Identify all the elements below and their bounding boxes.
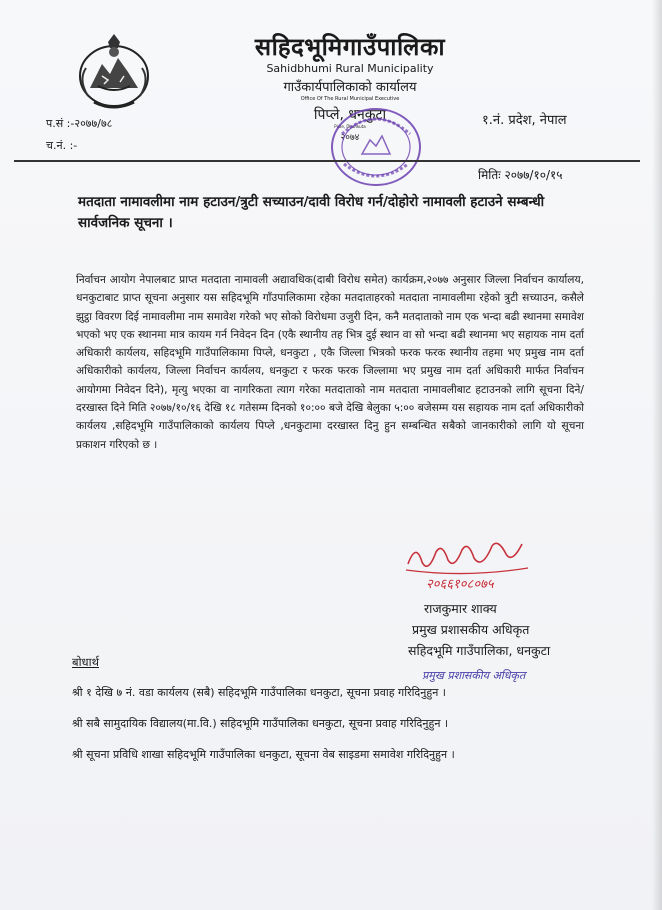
signatory-office: सहिदभूमि गाउँपालिका, धनकुटा [408,643,551,658]
scan-edge-shadow [652,0,662,910]
established-year: २०७४ [340,133,360,143]
office-name: गाउँकार्यपालिकाको कार्यालय [283,80,417,95]
signatory-name: राजकुमार शाक्य [424,601,497,616]
reference-number: प.सं :-२०७७/७८ [46,117,113,130]
signatory-post: प्रमुख प्रशासकीय अधिकृत [412,622,530,637]
notice-subject: मतदाता नामावलीमा नाम हटाउन/त्रुटी सच्याउन/दावी विरोध गर्न/दोहोरो नामावली हटाउने सम्बन्धी सार्वजनिक सूचना । [78,194,545,231]
header-divider [14,160,640,162]
province-label: १.नं. प्रदेश, नेपाल [482,113,567,128]
signature-phone: २०६६१०८०७५ [426,577,494,592]
notice-body: निर्वाचन आयोग नेपालबाट प्राप्त मतदाता नामावली अद्यावधिक(दाबी विरोध समेत) कार्यक्रम,२०७७ अनुसार जिल्ला निर्वाचन कार्यालय, धनकुटाबाट प्राप्त सूचना अनुसार यस सहिदभूमि गाँउपालिकामा रहेका मतदाताहरको मतदाता नामावलीमा रहेको त्रुटी सच्याउन, कसैले झुट्ठा विवरण दिई नामावलीमा नाम समावेश गरेको भए सोको विरोधमा उजुरी दिन, कनै मतदाताको नाम एक भन्दा बढी स्थानमा समावेश भएको भए एक स्थानमा मात्र कायम गर्न निवेदन दिन (एकै स्थानीय तह भित्र दुई स्थान वा सो भन्दा बढी स्थानमा भए सहायक नाम दर्ता अधिकारी कार्यलय, सहिदभूमि गाउँपालिकामा पिप्ले, धनकुटा , एकै जिल्ला भित्रको फरक फरक स्थानीय तहमा भए प्रमुख नाम दर्ता अधिकारीको कार्यलय, जिल्ला निर्वाचन कार्यलय, धनकुटा र फरक फरक जिल्लामा भए प्रमुख नाम दर्ता अधिकारी मार्फत निर्वाचन आयोगमा निवेदन दिने), मृत्यु भएका वा नागरिकता त्याग गरेका मतदाताको नाम मतदाता नामावलीबाट हटाउनको लागि सूचना दिने/दरखास्त दिने मिति २०७७/१०/१६ देखि १८ गतेसम्म दिनको १०:०० बजे देखि बेलुका ५:०० बजेसम्म यस सहायक नाम दर्ता अधिकारीको कार्यलय ,सहिदभूमि गाउँपालिकाको कार्यलय पिप्ले ,धनकुटामा दरखास्त दिनु हुन सम्बन्धित सबैको जानकारीको लागि यो सूचना प्रकाशन गरिएको छ । [76,274,584,451]
cc-item: श्री सबै सामुदायिक विद्यालय(मा.वि.) सहिदभूमि गाउँपालिका धनकुटा, सूचना प्रवाह गरिदिनुहुन । [72,717,449,730]
letter-date: मितिः २०७७/१०/१५ [478,168,563,182]
municipality-title: सहिदभूमिगाउँपालिका [254,33,446,61]
place-name-english: Piple, Dhankuta [334,124,366,129]
handwritten-signature-icon [402,534,534,596]
cc-item: श्री १ देखि ७ नं. वडा कार्यलय (सबै) सहिदभूमि गाउँपालिका धनकुटा, सूचना प्रवाह गरिदिनुहुन । [72,686,446,699]
place-name: पिप्ले, धनकुटा [313,107,387,123]
office-name-english: Office Of The Rural Municipal Executive [300,96,400,102]
cc-heading: बोधार्थ [72,655,99,669]
dispatch-number: च.नं. :- [46,139,78,152]
municipality-title-english: Sahidbhumi Rural Municipality [266,62,434,75]
nepal-emblem-icon [68,28,160,116]
cc-item: श्री सूचना प्रविधि शाखा सहिदभूमि गाउँपालिका धनकुटा, सूचना वेब साइडमा समावेश गरिदिनुहुन । [72,748,455,761]
official-stamp-icon [328,104,424,190]
handwritten-post: प्रमुख प्रशासकीय अधिकृत [422,669,526,682]
